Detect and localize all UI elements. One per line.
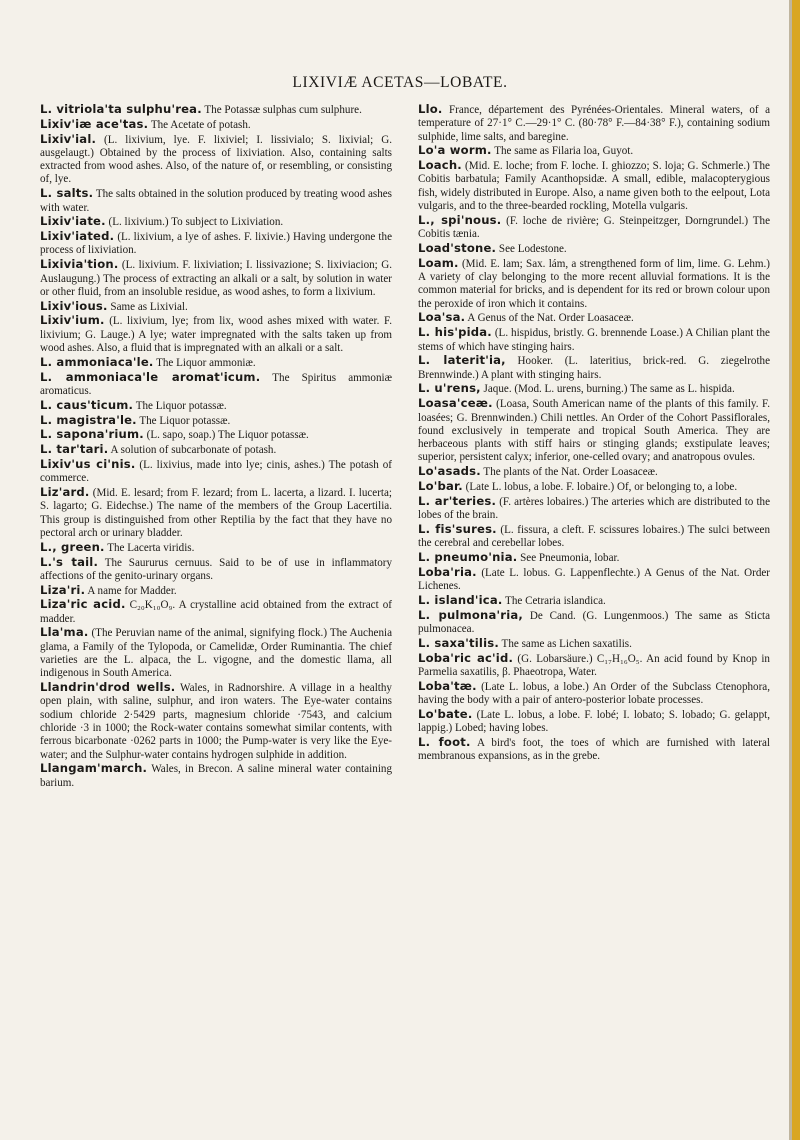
running-head: LIXIVIÆ ACETAS—LOBATE. [292,74,508,91]
entry-definition: The plants of the Nat. Order Loasaceæ. [480,466,658,479]
dictionary-entry [418,708,770,736]
dictionary-entry [418,214,770,242]
entry-headword: Loba'ria. [418,564,477,579]
entry-definition: (F. artères lobaires.) The arteries which are distributed to the lobes of the brain. [418,495,770,522]
entry-headword: L. foot. [418,734,471,749]
dictionary-entry [418,257,770,311]
entry-definition: Wales, in Radnorshire. A village in a healthy open plain, with saline, sulphur, and iron waters. The Eye-water contains sodium chloride 2·5429 parts, magnesium chloride ·7543, and calcium chloride ·3 in 1000; the Rock-water contains somewhat similar contents, with ferrous bicarbonate ·0262 parts in 1000; the Pump-water is very like the Eye-water; and the Sulphur-water contains hydrogen sulphide in addition. [40,682,392,761]
dictionary-entry [418,594,770,608]
entry-definition: (The Peruvian name of the animal, signifying flock.) The Auchenia glama, a Family of the Tylopoda, or Camelidæ, Order Ruminantia. The chief varieties are the L. alpaca, the L. vigogne, and the domestic llama, all indigenous in South America. [40,627,392,680]
entry-headword: Loba'tæ. [418,678,477,693]
entry-headword: Lixiv'us ci'nis. [40,456,136,471]
dictionary-entry [418,159,770,213]
entry-headword: Liz'ard. [40,485,90,500]
entry-definition: (Late L. lobus, a lobe. F. lobaire.) Of, or belonging to, a lobe. [462,481,738,494]
entry-headword: Loach. [418,158,462,173]
entry-definition: (L. lixivium, lye; from lix, wood ashes mixed with water. F. lixivium; G. Lauge.) A lye; water impregnated with the salts taken up from wood ashes. Also, a fluid that is impregnated with an alkali or a salt. [40,315,392,355]
dictionary-entry [40,356,392,370]
dictionary-entry [40,314,392,355]
entry-headword: Loam. [418,255,459,270]
dictionary-entry [418,397,770,464]
entry-definition: (Loasa, South American name of the plants of this family. F. loasées; G. Brennwinden.) Chili nettles. An Order of the Cohort Passiflorales, found exclusively in temperate and tropical South America. They are herbaceous plants with stiff hairs or stinging glands; exstipulate leaves; superior, persistent calyx; inferior, one-celled ovary; and anatropous ovules. [418,398,770,464]
entry-definition: (L. fissura, a cleft. F. scissures lobaires.) The sulci between the cerebral and cerebellar lobes. [418,523,770,550]
entry-definition: (Mid. E. lam; Sax. lám, a strengthened form of lim, lime. G. Lehm.) A variety of clay belonging to the more recent alluvial formations. It is the common material for bricks, and is dependent for its red or brown colour upon the peroxide of iron which it contains. [418,257,770,310]
entry-headword: Lixivia'tion. [40,257,119,272]
dictionary-entry [40,428,392,442]
dictionary-entry [40,584,392,598]
dictionary-entry [40,541,392,555]
entry-definition: Wales, in Brecon. A saline mineral water containing barium. [40,763,392,789]
dictionary-entry [418,354,770,382]
dictionary-entry [40,486,392,540]
entry-headword: Lo'bar. [418,479,463,494]
entry-definition: The Saururus cernuus. Said to be of use in inflammatory affections of the genito-urinary organs. [40,556,393,582]
dictionary-entry [40,458,392,486]
dictionary-entry [418,551,770,565]
entry-definition: (G. Lobarsäure.) C₁₇H₁₆O₅. An acid found by Knop in Parmelia saxatilis, β. Phaeotropa, Water. [418,652,770,678]
entry-definition: The Cetraria islandica. [502,594,606,607]
entry-definition: The Lacerta viridis. [104,541,195,554]
dictionary-entry [40,443,392,457]
entry-headword: L. u'rens, [418,381,481,396]
entry-headword: Lixiv'iated. [40,229,115,244]
dictionary-entry [418,609,770,637]
entry-headword: Lo'asads. [418,464,481,479]
entry-headword: L. laterit'ia, [418,353,506,368]
entry-headword: L. pulmona'ria, [418,607,524,622]
entry-headword: L. fis'sures. [418,521,497,536]
entry-definition: De Cand. (G. Lungenmoos.) The same as Sticta pulmonacea. [418,609,770,635]
entry-definition: The Liquor potassæ. [133,399,227,412]
entry-headword: Liza'ric acid. [40,597,126,612]
entry-definition: (Mid. E. loche; from F. loche. I. ghiozzo; S. loja; G. Schmerle.) The Cobitis barbatula; Family Acanthopsidæ. A small, edible, malacopterygious fish, widely distributed in Europe. Also, a name given both to the eelpout, Lota vulgaris, and to the three-bearded rockling, Motella vulgaris. [418,160,770,213]
entry-headword: Load'stone. [418,240,497,255]
dictionary-entry [40,399,392,413]
entry-headword: L., green. [40,539,105,554]
entry-definition: A bird's foot, the toes of which are furnished with lateral membranous expansions, as in the grebe. [418,736,770,763]
entry-definition: (Late L. lobus. G. Lappenflechte.) A Genus of the Nat. Order Lichenes. [418,566,770,593]
entry-definition: (L. hispidus, bristly. G. brennende Loase.) A Chilian plant the stems of which have stinging hairs. [418,327,770,353]
dictionary-entry [40,762,392,790]
dictionary-entry [418,326,770,354]
entry-definition: The same as Lichen saxatilis. [498,637,632,650]
entry-definition: (Late L. lobus, a lobe.) An Order of the Subclass Ctenophora, having the body with a pair of antero-posterior lobate processes. [418,680,770,706]
dictionary-entry [418,566,770,594]
entry-definition: France, département des Pyrénées-Orientales. Mineral waters, of a temperature of 27·1° C.—29·1° C. (80·78° F.—84·38° F.), containing sodium sulphide, lime salts, and baregine. [418,104,770,143]
dictionary-entry [418,480,770,494]
entry-definition: (L. lixivium, lye. F. lixiviel; I. lissivialo; S. lixivial; G. ausgelaugt.) Obtained by the process of lixiviation. Also, containing salts extracted from wood ashes. Also, of the nature of, or resembling, or consisting of, lye. [40,133,392,186]
entry-definition: Jaque. (Mod. L. urens, burning.) The same as L. hispida. [480,383,735,396]
dictionary-entry [40,414,392,428]
entry-definition: (F. loche de rivière; G. Steinpeitzger, Dorngrundel.) The Cobitis tænia. [418,214,770,241]
dictionary-entry [418,736,770,764]
dictionary-entry [40,215,392,229]
entry-definition: (Late L. lobus, a lobe. F. lobé; I. lobato; S. lobado; G. gelappt, lappig.) Lobed; having lobes. [418,708,770,735]
dictionary-entry [418,144,770,158]
entry-headword: Lo'a worm. [418,143,492,158]
entry-definition: The same as Filaria loa, Guyot. [491,145,634,158]
entry-headword: Loba'ric ac'id. [418,650,514,665]
entry-definition: A Genus of the Nat. Order Loasaceæ. [465,312,634,325]
entry-definition: Hooker. (L. lateritius, brick-red. G. ziegelrothe Brennwinde.) A plant with stinging hairs. [418,355,770,381]
entry-definition: (L. lixivium, a lye of ashes. F. lixivie.) Having undergone the process of lixiviation. [40,231,392,257]
entry-headword: Lixiv'iate. [40,214,106,229]
entry-headword: L. magistra'le. [40,412,137,427]
entry-headword: Llandrin'drod wells. [40,680,176,695]
dictionary-entry [40,598,392,626]
entry-headword: Lo'bate. [418,706,473,721]
dictionary-entry [40,133,392,187]
entry-definition: A solution of subcarbonate of potash. [108,444,277,457]
dictionary-entry [40,371,392,399]
entry-headword: L. ammoniaca'le. [40,354,154,369]
dictionary-entry [418,495,770,523]
dictionary-entry [418,680,770,708]
dictionary-entry [40,187,392,215]
entry-definition: (L. sapo, soap.) The Liquor potassæ. [143,429,309,442]
dictionary-entry [418,523,770,551]
entry-headword: Lixiv'ium. [40,313,105,328]
entry-headword: L. island'ica. [418,592,503,607]
dictionary-entry [418,652,770,680]
entry-headword: L. his'pida. [418,325,492,340]
dictionary-entry [418,382,770,396]
entry-headword: Lixiv'iæ ace'tas. [40,116,149,131]
dictionary-entry [40,626,392,680]
entry-headword: L. ar'teries. [418,493,497,508]
entry-headword: Lixiv'ial. [40,131,97,146]
dictionary-entry [40,258,392,299]
entry-headword: L., spi'nous. [418,212,502,227]
entry-headword: L. sapona'rium. [40,427,144,442]
dictionary-entry [40,103,392,117]
entry-definition: See Pneumonia, lobar. [517,552,620,564]
dictionary-entry [40,118,392,132]
entry-headword: Llo. [418,102,443,116]
entry-definition: The Acetate of potash. [148,118,251,131]
entry-headword: L. tar'tari. [40,442,109,457]
entry-headword: Llangam'march. [40,761,148,776]
entry-headword: Loasa'ceæ. [418,396,493,411]
right-column [418,103,770,764]
entry-definition: The salts obtained in the solution produced by treating wood ashes with water. [40,188,392,214]
entry-headword: L. pneumo'nia. [418,550,518,564]
entry-definition: The Potassæ sulphas cum sulphure. [201,104,362,116]
entry-headword: Lixiv'ious. [40,298,108,313]
entry-definition: (Mid. E. lesard; from F. lezard; from L. lacerta, a lizard. I. lucerta; S. lagarto; G. Eidechse.) The name of the members of the Group Lacertilia. This group is distinguished from other Reptilia by the fact that they have no pectoral arch or urinary bladder. [40,487,392,539]
entry-definition: (L. lixivium.) To subject to Lixiviation. [105,216,284,229]
entry-headword: L. salts. [40,186,94,201]
dictionary-entry [40,681,392,762]
dictionary-entry [418,637,770,651]
entry-headword: Loa'sa. [418,310,466,325]
dictionary-entry [418,311,770,325]
book-binding-strip [792,0,800,1140]
entry-headword: L. ammoniaca'le aromat'icum. [40,369,261,384]
entry-definition: C₂₀K₁₀O₉. A crystalline acid obtained from the extract of madder. [40,599,392,625]
entry-headword: L. vitriola'ta sulphu'rea. [40,102,202,116]
left-column [40,103,392,791]
entry-definition: The Spiritus ammoniæ aromaticus. [40,371,392,397]
entry-definition: The Liquor potassæ. [136,414,231,427]
dictionary-entry [40,556,392,584]
dictionary-entry [418,242,770,256]
entry-headword: L. caus'ticum. [40,397,134,412]
entry-definition: (L. lixivium. F. lixiviation; I. lissivazione; S. lixiviacion; G. Auslaugung.) The process of extracting an alkali or a salt, by solution in water or other fluid, from an insoluble residue, as wood ashes, to form a lixivium. [40,259,392,298]
entry-headword: Lla'ma. [40,625,89,640]
entry-definition: A name for Madder. [85,584,177,597]
entry-headword: L.'s tail. [40,554,99,569]
entry-definition: (L. lixivius, made into lye; cinis, ashes.) The potash of commerce. [40,458,392,485]
entry-headword: Liza'ri. [40,582,86,597]
dictionary-entry [40,230,392,258]
entry-headword: L. saxa'tilis. [418,635,499,650]
dictionary-entry [418,465,770,479]
entry-definition: Same as Lixivial. [107,300,188,313]
entry-definition: The Liquor ammoniæ. [153,356,256,369]
entry-definition: See Lodestone. [496,242,567,255]
dictionary-entry [40,300,392,314]
dictionary-entry [418,103,770,144]
